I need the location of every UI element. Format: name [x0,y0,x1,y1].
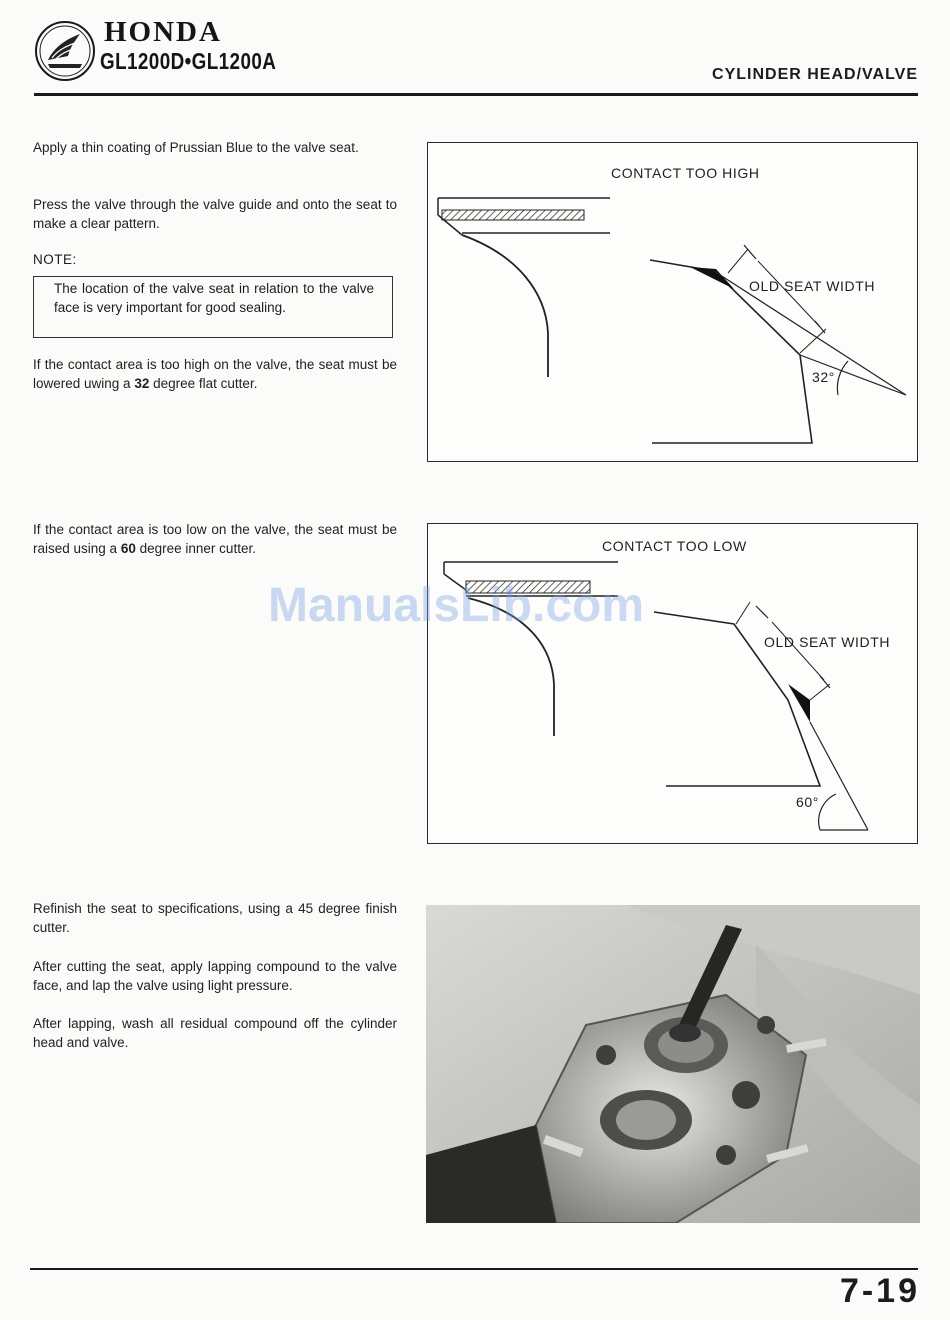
angle-value: 60 [120,540,136,556]
note-label: NOTE: [33,252,77,267]
valve-lapping-photo [426,905,920,1223]
paragraph-text: If the contact area is too low on the valve, the seat must be raised using a [33,522,397,556]
figure-title: CONTACT TOO LOW [602,538,747,554]
section-title: CYLINDER HEAD/VALVE [712,66,918,83]
angle-label: 60° [796,794,819,810]
figure-contact-too-low [427,523,918,844]
valve-seat-diagram-high [428,143,919,463]
paragraph-contact-too-low [33,521,397,558]
manualslib-watermark: ManualsLib.com [268,579,645,632]
paragraph-text: If the contact area is too high on the valve, the seat must be lowered uwing a [33,357,397,391]
figure-contact-too-high [427,142,918,462]
paragraph-contact-too-high [33,356,397,393]
paragraph-prussian-blue: Apply a thin coating of Prussian Blue to the valve seat. [33,140,359,155]
old-seat-width-label: OLD SEAT WIDTH [764,634,891,650]
paragraph-refinish: Refinish the seat to specifications, using a 45 degree finish cutter. [33,901,397,935]
old-seat-width-label: OLD SEAT WIDTH [749,278,876,294]
paragraph-text: degree flat cutter. [153,375,258,391]
model-names: GL1200D•GL1200A [100,48,277,74]
footer-rule [30,1268,918,1270]
note-text: The location of the valve seat in relation to the valve face is very important for good sealing. [54,281,374,315]
valve-seat-diagram-low [428,524,919,845]
page-number: 7-19 [839,1272,920,1310]
angle-value: 32 [134,375,150,391]
header-rule [34,93,918,96]
paragraph-wash: After lapping, wash all residual compound off the cylinder head and valve. [33,1016,397,1050]
note-box [33,276,393,338]
brand-name: HONDA [104,16,222,48]
angle-label: 32° [812,369,835,385]
honda-wing-logo-icon [34,20,96,82]
paragraph-text: degree inner cutter. [139,540,256,556]
paragraph-press-valve: Press the valve through the valve guide and onto the seat to make a clear pattern. [33,197,397,231]
figure-title: CONTACT TOO HIGH [611,165,760,181]
paragraph-lapping: After cutting the seat, apply lapping compound to the valve face, and lap the valve using light pressure. [33,959,397,993]
